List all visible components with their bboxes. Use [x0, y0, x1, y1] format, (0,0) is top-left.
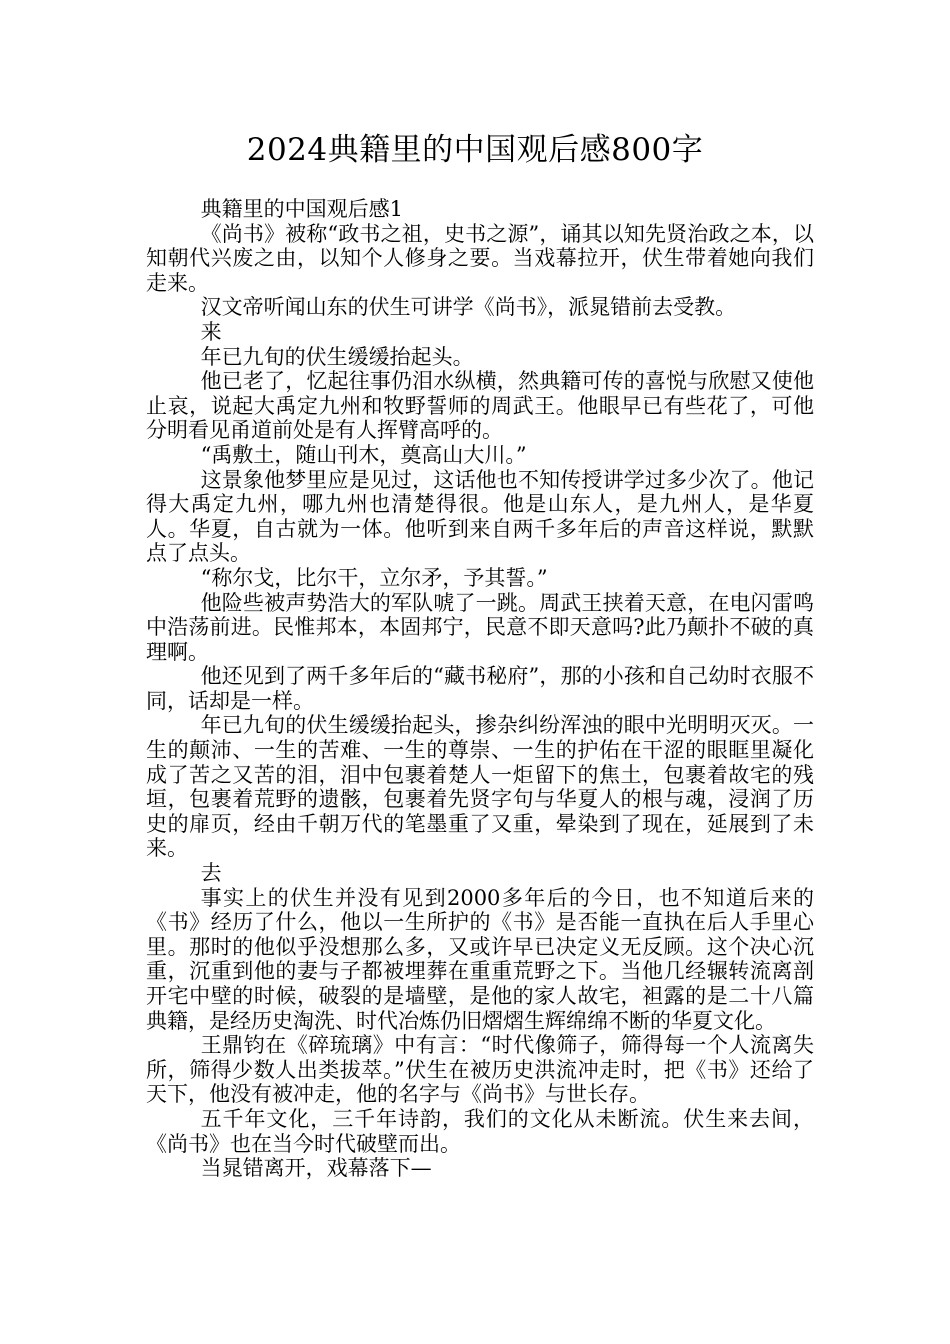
paragraph: 汉文帝听闻山东的伏生可讲学《尚书》，派晁错前去受教。	[200, 295, 737, 320]
paragraph: 当晁错离开，戏幕落下—	[200, 1156, 432, 1181]
paragraph: 他险些被声势浩大的军队唬了一跳。周武王挟着天意，在电闪雷鸣中浩荡前进。民惟邦本，本固邦宁，民意不即天意吗?此乃颠扑不破的真理啊。	[146, 590, 814, 664]
document-title: 2024典籍里的中国观后感800字	[246, 132, 704, 168]
document-body	[146, 197, 814, 1181]
paragraph: 王鼎钧在《碎琉璃》中有言：“时代像筛子，筛得每一个人流离失所，筛得少数人出类拔萃。”伏生在被历史洪流冲走时，把《书》还给了天下，他没有被冲走，他的名字与《尚书》与世长存。	[146, 1033, 814, 1107]
paragraph: 这景象他梦里应是见过，这话他也不知传授讲学过多少次了。他记得大禹定九州，哪九州也清楚得很。他是山东人，是九州人，是华夏人。华夏，自古就为一体。他听到来自两千多年后的声音这样说，默默点了点头。	[146, 467, 814, 566]
paragraph: 典籍里的中国观后感1	[200, 197, 403, 221]
paragraph: 他还见到了两千多年后的“藏书秘府”，那的小孩和自己幼时衣服不同，话却是一样。	[146, 664, 814, 713]
paragraph: 年已九旬的伏生缓缓抬起头，掺杂纠纷浑浊的眼中光明明灭灭。一生的颠沛、一生的苦难、一生的尊崇、一生的护佑在干涩的眼眶里凝化成了苦之又苦的泪，泪中包裹着楚人一炬留下的焦土，包裹着故宅的残垣，包裹着荒野的遗骸，包裹着先贤字句与华夏人的根与魂，浸润了历史的扉页，经由千朝万代的笔墨重了又重，晕染到了现在，延展到了未来。	[146, 713, 814, 861]
paragraph: 五千年文化，三千年诗韵，我们的文化从未断流。伏生来去间，《尚书》也在当今时代破壁而出。	[146, 1106, 814, 1156]
paragraph: “禹敷土，随山刊木，奠高山大川。”	[200, 442, 527, 467]
paragraph: 来	[200, 319, 222, 344]
paragraph: 他已老了，忆起往事仍泪水纵横，然典籍可传的喜悦与欣慰又使他止哀，说起大禹定九州和牧野誓师的周武王。他眼早已有些花了，可他分明看见甬道前处是有人挥臂高呼的。	[146, 369, 814, 443]
paragraph: 去	[200, 861, 222, 886]
paragraph: “称尔戈，比尔干，立尔矛，予其誓。”	[200, 565, 548, 590]
paragraph: 年已九旬的伏生缓缓抬起头。	[200, 344, 474, 369]
paragraph: 《尚书》被称“政书之祖，史书之源”，诵其以知先贤治政之本，以知朝代兴废之由，以知个人修身之要。当戏幕拉开，伏生带着她向我们走来。	[146, 221, 814, 295]
paragraph: 事实上的伏生并没有见到2000多年后的今日，也不知道后来的《书》经历了什么，他以一生所护的《书》是否能一直执在后人手里心里。那时的他似乎没想那么多，又或许早已决定义无反顾。这个决心沉重，沉重到他的妻与子都被埋葬在重重荒野之下。当他几经辗转流离剖开宅中壁的时候，破裂的是墙壁，是他的家人故宅，袒露的是二十八篇典籍，是经历史淘洗、时代冶炼仍旧熠熠生辉绵绵不断的华夏文化。	[146, 885, 814, 1033]
